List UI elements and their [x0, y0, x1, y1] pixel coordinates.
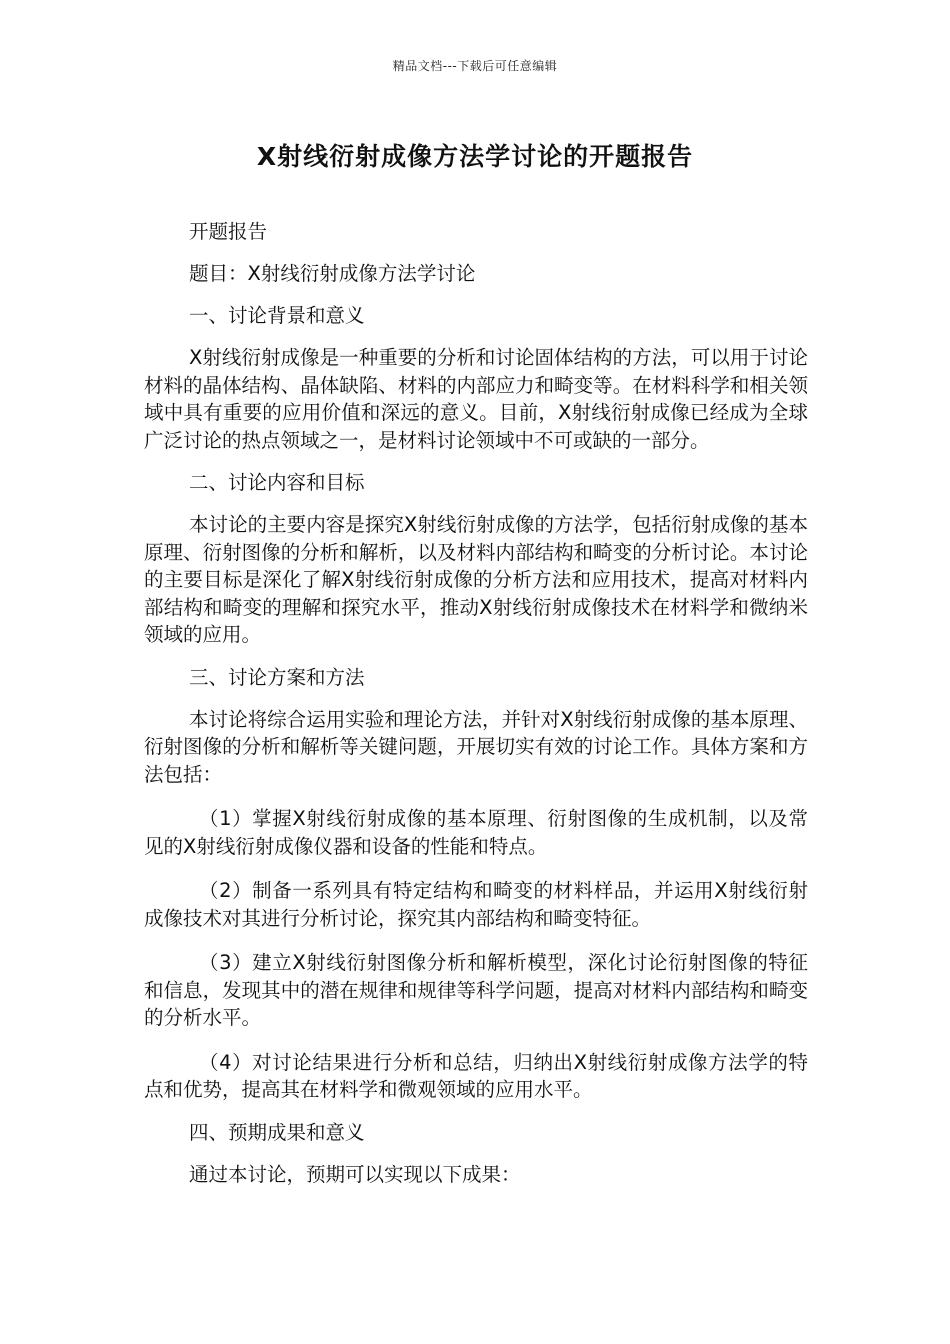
section3-heading: 三、讨论方案和方法 [189, 665, 365, 689]
document-body [144, 218, 808, 1188]
section4-paragraph: 通过本讨论，预期可以实现以下成果： [189, 1162, 521, 1186]
section3-item-1: （1）掌握X射线衍射成像的基本原理、衍射图像的生成机制，以及常见的X射线衍射成像仪器和设备的性能和特点。 [144, 807, 808, 858]
report-label: 开题报告 [189, 220, 268, 243]
section3-item-2: （2）制备一系列具有特定结构和畸变的材料样品，并运用X射线衍射成像技术对其进行分析讨论，探究其内部结构和畸变特征。 [144, 879, 808, 930]
section1-heading: 一、讨论背景和意义 [189, 304, 365, 327]
section4-heading: 四、预期成果和意义 [189, 1120, 365, 1144]
section3-item-3: （3）建立X射线衍射图像分析和解析模型，深化讨论衍射图像的特征和信息，发现其中的潜在规律和规律等科学问题，提高对材料内部结构和畸变的分析水平。 [144, 951, 808, 1029]
document-title: X射线衍射成像方法学讨论的开题报告 [256, 142, 694, 171]
section2-paragraph: 本讨论的主要内容是探究X射线衍射成像的方法学，包括衍射成像的基本原理、衍射图像的分析和解析，以及材料内部结构和畸变的分析讨论。本讨论的主要目标是深化了解X射线衍射成像的分析方法和应用技术，提高对材料内部结构和畸变的理解和探究水平，推动X射线衍射成像技术在材料学和微纳米领域的应用。 [144, 513, 808, 646]
section1-paragraph: X射线衍射成像是一种重要的分析和讨论固体结构的方法，可以用于讨论材料的晶体结构、晶体缺陷、材料的内部应力和畸变等。在材料科学和相关领域中具有重要的应用价值和深远的意义。目前，X射线衍射成像已经成为全球广泛讨论的热点领域之一，是材料讨论领域中不可或缺的一部分。 [144, 346, 808, 452]
section3-paragraph: 本讨论将综合运用实验和理论方法，并针对X射线衍射成像的基本原理、衍射图像的分析和解析等关键问题，开展切实有效的讨论工作。具体方案和方法包括： [144, 707, 808, 786]
section2-heading: 二、讨论内容和目标 [189, 471, 365, 494]
section3-item-4: （4）对讨论结果进行分析和总结，归纳出X射线衍射成像方法学的特点和优势，提高其在材料学和微观领域的应用水平。 [144, 1050, 808, 1101]
report-topic: 题目：X射线衍射成像方法学讨论 [189, 262, 476, 285]
header-note: 精品文档---下载后可任意编辑 [392, 59, 558, 73]
